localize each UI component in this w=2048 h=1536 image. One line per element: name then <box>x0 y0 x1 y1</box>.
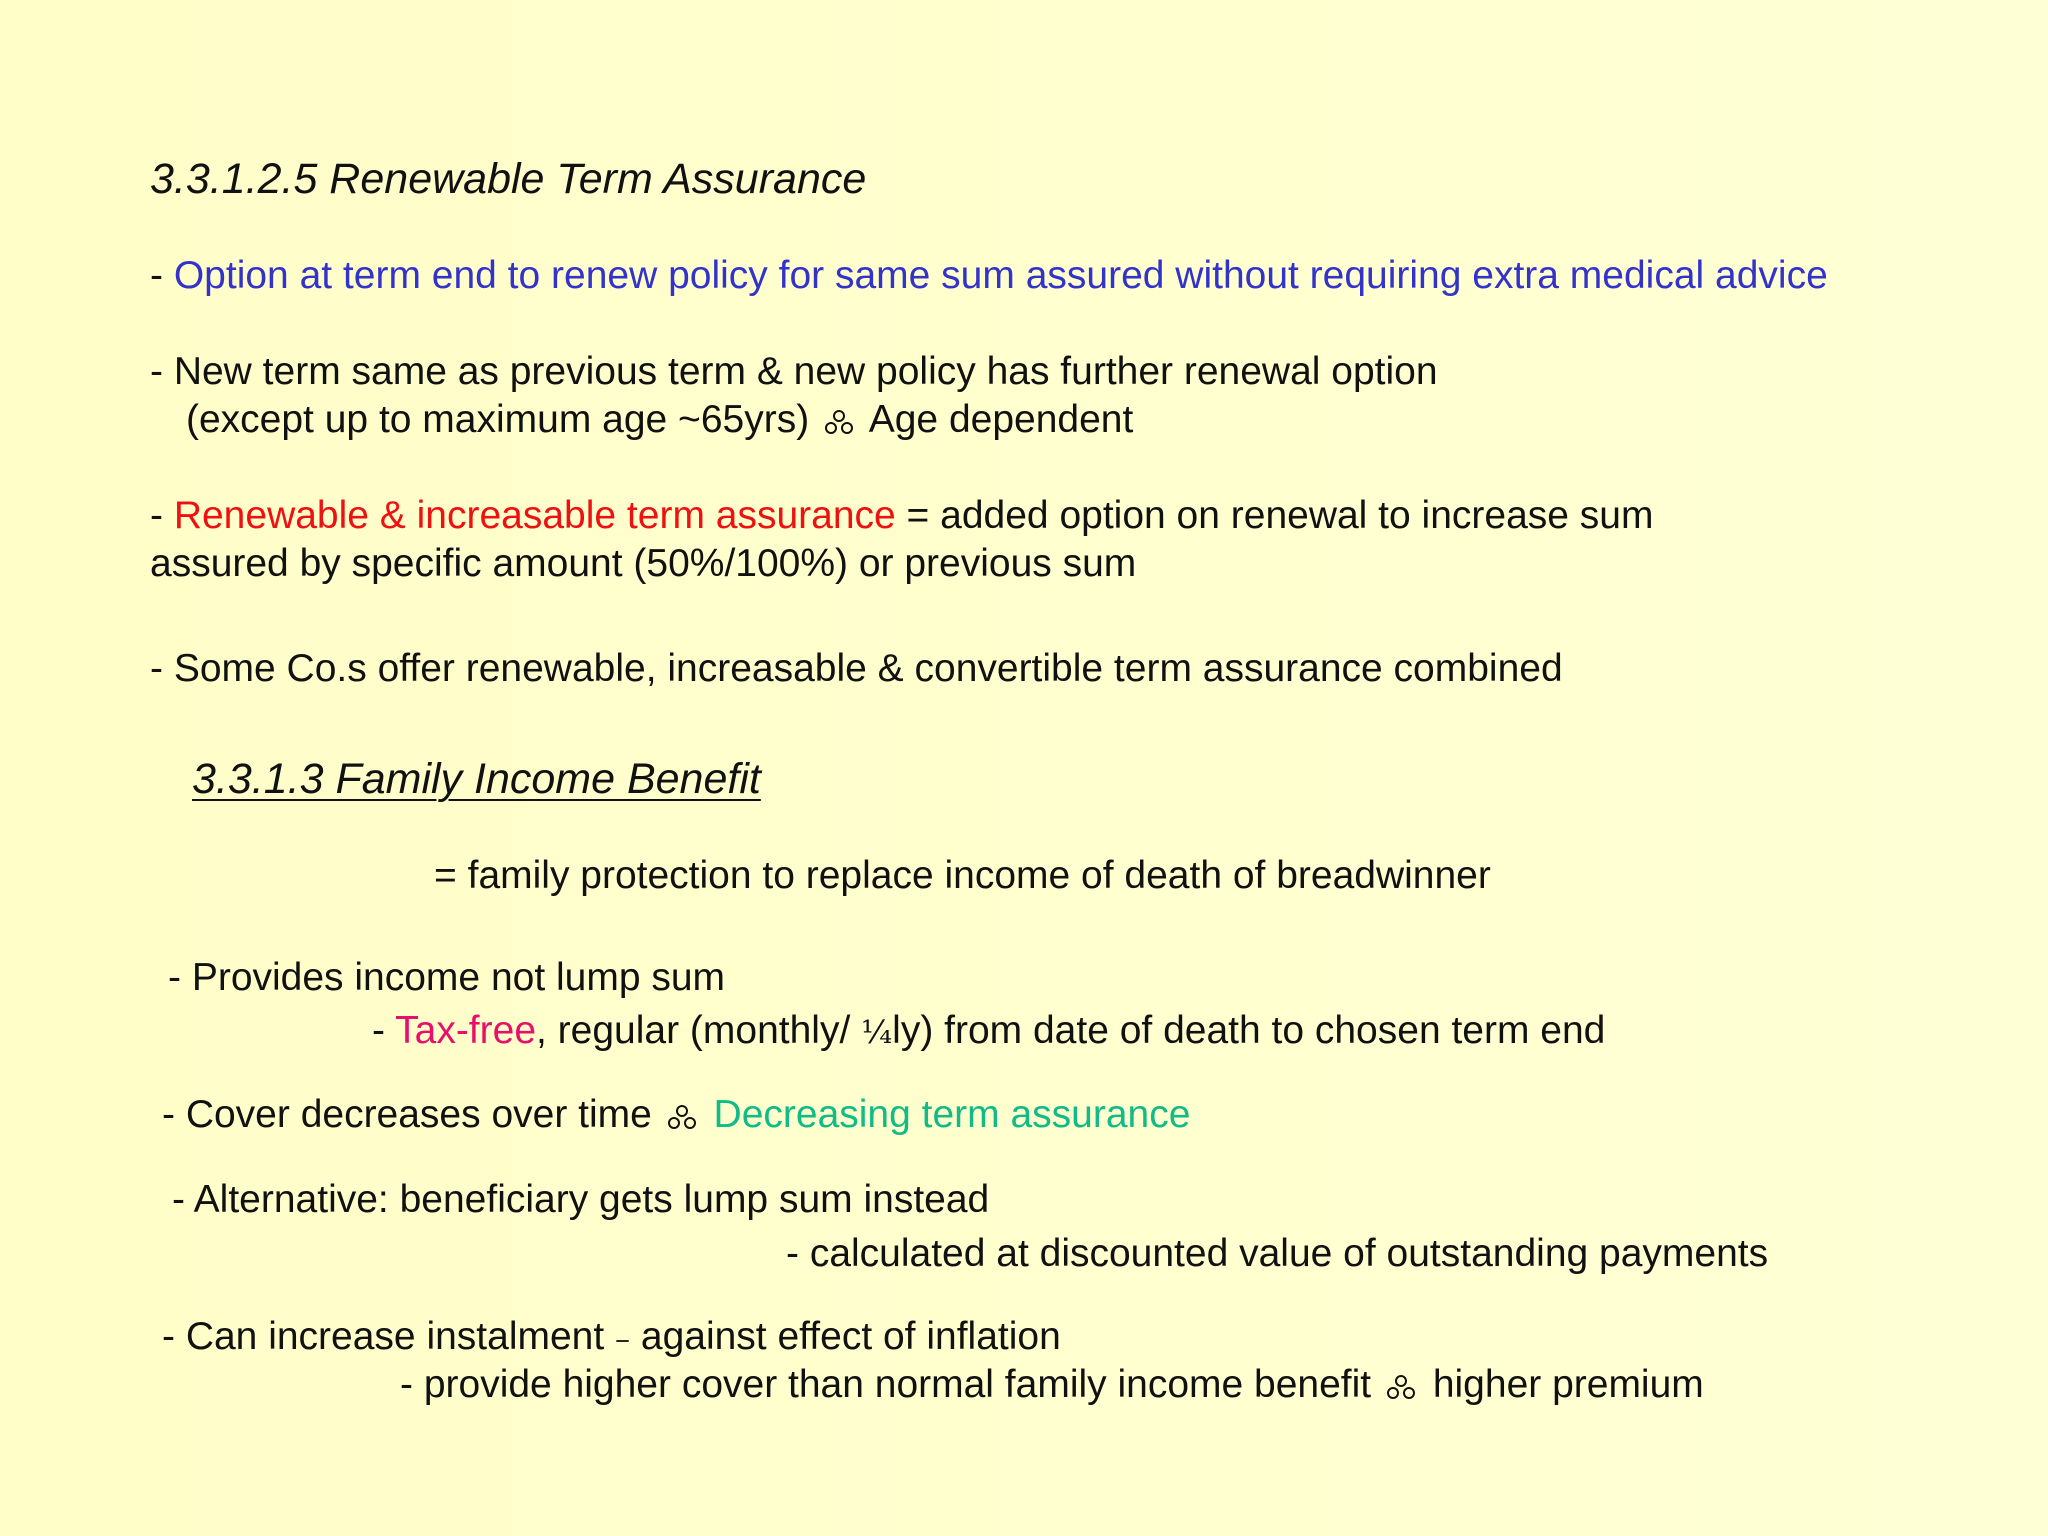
quarter-fraction: ¼ <box>861 1013 893 1051</box>
increasable-highlight: Renewable & increasable term assurance <box>173 494 896 537</box>
bullet-increase-instalment <box>162 1313 1061 1364</box>
family-income-definition: = family protection to replace income of death of breadwinner <box>434 854 1491 897</box>
bullet-new-term: - New term same as previous term & new policy has further renewal option <box>150 350 1438 393</box>
higher-cover-text: - provide higher cover than normal family income benefit <box>400 1363 1372 1406</box>
age-dependent-text: Age dependent <box>868 398 1134 441</box>
increase-instalment-text: - Can increase instalment <box>162 1315 616 1358</box>
higher-premium-text: higher premium <box>1432 1363 1704 1406</box>
bullet-dash: - <box>372 1009 396 1052</box>
section-heading-family-income: 3.3.1.3 Family Income Benefit <box>192 755 761 803</box>
en-dash: – <box>615 1322 631 1357</box>
bullet-income-not-lump: - Provides income not lump sum <box>168 956 726 999</box>
bullet-alternative: - Alternative: beneficiary gets lump sum instead <box>172 1178 990 1221</box>
trefoil-arrow-icon <box>1386 1374 1416 1400</box>
tax-free-rest-pre: , regular (monthly/ <box>536 1009 862 1052</box>
increasable-rest: = added option on renewal to increase sum <box>895 494 1654 537</box>
tax-free-rest-post: ly) from date of death to chosen term end <box>892 1009 1606 1052</box>
bullet-combined: - Some Co.s offer renewable, increasable & convertible term assurance combined <box>150 647 1563 690</box>
bullet-discounted-value: - calculated at discounted value of outstanding payments <box>786 1232 1769 1275</box>
bullet-renew-option <box>150 252 1828 300</box>
trefoil-arrow-icon <box>824 409 854 435</box>
section-heading-renewable: 3.3.1.2.5 Renewable Term Assurance <box>150 155 867 203</box>
bullet-higher-cover <box>400 1361 1704 1409</box>
trefoil-arrow-icon <box>667 1104 697 1130</box>
bullet-new-term-continued <box>186 396 1133 444</box>
bullet-increasable-continued: assured by specific amount (50%/100%) or previous sum <box>150 542 1137 585</box>
bullet-cover-decreases <box>162 1091 1190 1139</box>
bullet-tax-free <box>372 1007 1605 1056</box>
bullet-dash: - <box>150 254 174 297</box>
cover-decreases-text: - Cover decreases over time <box>162 1093 652 1136</box>
max-age-text: (except up to maximum age ~65yrs) <box>186 398 810 441</box>
inflation-text: against effect of inflation <box>630 1315 1061 1358</box>
bullet-increasable <box>150 492 1653 540</box>
decreasing-term-highlight: Decreasing term assurance <box>713 1093 1191 1136</box>
tax-free-highlight: Tax-free <box>395 1009 537 1052</box>
bullet-dash: - <box>150 494 174 537</box>
renew-option-text: Option at term end to renew policy for same sum assured without requiring extra medical advice <box>173 254 1828 297</box>
